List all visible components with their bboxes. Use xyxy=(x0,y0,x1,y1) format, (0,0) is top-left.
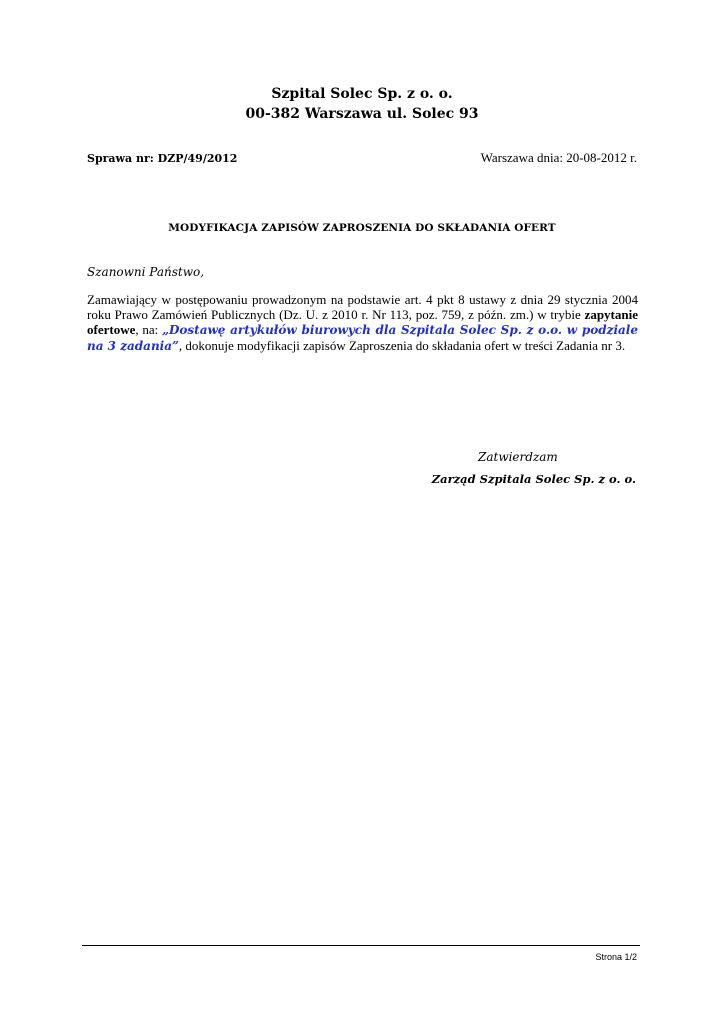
procedure-mode: zapytanie ofertowe xyxy=(87,307,638,337)
procurement-title: „Dostawę artykułów biurowych dla Szpitala Solec Sp. z o.o. w podziale na 3 zadania” xyxy=(87,323,638,353)
body-text-part2: , na: xyxy=(135,322,163,337)
document-date: Warszawa dnia: 20-08-2012 r. xyxy=(480,150,637,165)
footer-divider xyxy=(82,945,640,946)
document-header xyxy=(0,84,724,124)
greeting: Szanowni Państwo, xyxy=(87,265,205,279)
document-subject: MODYFIKACJA ZAPISÓW ZAPROSZENIA DO SKŁADANIA OFERT xyxy=(168,222,556,234)
page-number: Strona 1/2 xyxy=(595,952,637,962)
case-row xyxy=(87,150,637,166)
body-paragraph xyxy=(87,292,638,354)
organization-name: Szpital Solec Sp. z o. o. xyxy=(271,86,453,102)
case-number: Sprawa nr: DZP/49/2012 xyxy=(87,152,238,165)
board-signature: Zarząd Szpitala Solec Sp. z o. o. xyxy=(431,472,636,486)
body-text-part1: Zamawiający w postępowaniu prowadzonym na podstawie art. 4 pkt 8 ustawy z dnia 29 stycznia 2004 roku Prawo Zamówień Publicznych (Dz. U. z 2010 r. Nr 113, poz. 759, z późn. zm.) w trybie xyxy=(87,292,638,322)
approval-label: Zatwierdzam xyxy=(478,450,558,464)
body-text-part3: , dokonuje modyfikacji zapisów Zaproszenia do składania ofert w treści Zadania nr 3. xyxy=(178,338,626,353)
organization-address: 00-382 Warszawa ul. Solec 93 xyxy=(245,106,479,122)
